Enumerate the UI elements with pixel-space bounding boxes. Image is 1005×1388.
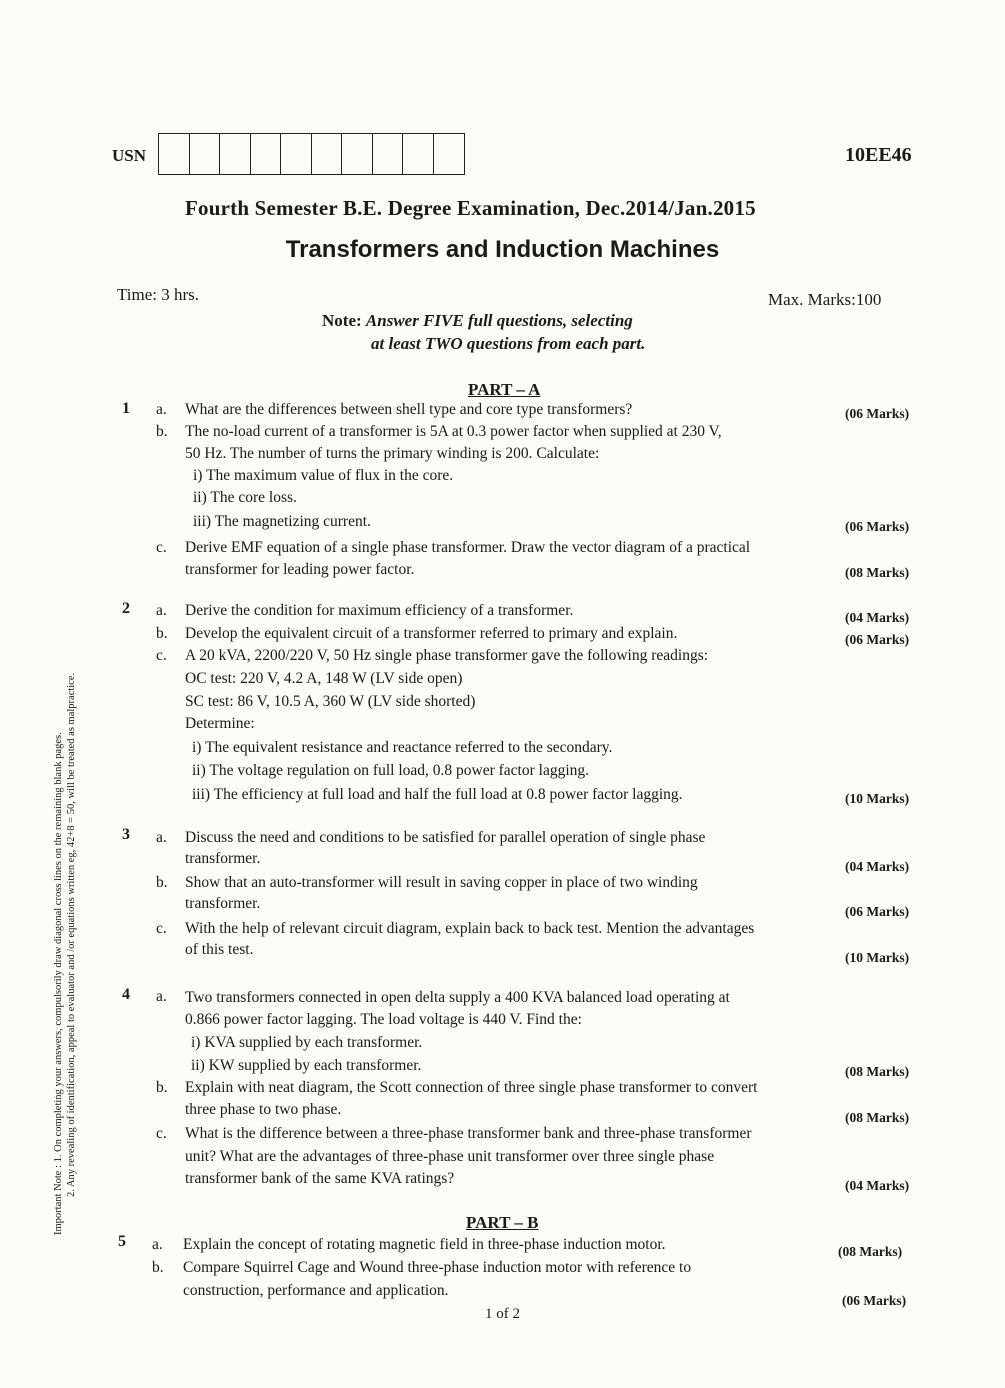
- q1a-marks: (06 Marks): [845, 406, 910, 421]
- q1a-text: What are the differences between shell type and core type transformers?: [185, 401, 633, 418]
- q2c-item-iii: iii) The efficiency at full load and half the full load at 0.8 power factor lagging.: [192, 786, 683, 803]
- q4c-text-line1: What is the difference between a three-phase transformer bank and three-phase transformer: [185, 1125, 752, 1142]
- q2a-text: Derive the condition for maximum efficiency of a transformer.: [185, 602, 574, 619]
- q4c-text-line3: transformer bank of the same KVA ratings?: [185, 1170, 455, 1187]
- exam-title: Fourth Semester B.E. Degree Examination, Dec.2014/Jan.2015: [185, 196, 756, 220]
- q1c-text-line1: Derive EMF equation of a single phase transformer. Draw the vector diagram of a practical: [185, 539, 751, 556]
- q3c-text-line1: With the help of relevant circuit diagram, explain back to back test. Mention the advantages: [185, 920, 755, 937]
- subject-code: 10EE46: [845, 144, 912, 166]
- q5a-text: Explain the concept of rotating magnetic field in three-phase induction motor.: [183, 1236, 666, 1253]
- sub-label: c.: [156, 1125, 167, 1142]
- note-text: Answer FIVE full questions, selecting: [365, 311, 633, 330]
- q4a-marks: (08 Marks): [845, 1064, 910, 1079]
- sub-label: b.: [156, 423, 168, 440]
- q3c-marks: (10 Marks): [845, 950, 910, 965]
- q4c-marks: (04 Marks): [845, 1178, 910, 1193]
- side-note-line1: Important Note : 1. On completing your answers, compulsorily draw diagonal cross lines on the remaining blank pages.: [53, 732, 64, 1235]
- max-marks: Max. Marks:100: [768, 290, 882, 309]
- q5b-text-line1: Compare Squirrel Cage and Wound three-phase induction motor with reference to: [183, 1259, 692, 1276]
- q2b-text: Develop the equivalent circuit of a transformer referred to primary and explain.: [185, 625, 678, 642]
- page-number: 1 of 2: [485, 1306, 520, 1322]
- q1b-item-iii: iii) The magnetizing current.: [193, 513, 371, 530]
- sub-label: c.: [156, 647, 167, 664]
- usn-digit-box[interactable]: [281, 134, 312, 174]
- q4a-text-line1: Two transformers connected in open delta supply a 400 KVA balanced load operating at: [185, 989, 730, 1006]
- q4a-item-i: i) KVA supplied by each transformer.: [191, 1034, 423, 1051]
- q4b-text-line2: three phase to two phase.: [185, 1101, 342, 1118]
- q1c-marks: (08 Marks): [845, 565, 910, 580]
- sub-label: c.: [156, 539, 167, 556]
- sub-label: a.: [156, 401, 167, 418]
- q2b-marks: (06 Marks): [845, 632, 910, 647]
- q1b-text-line1: The no-load current of a transformer is 5A at 0.3 power factor when supplied at 230 V,: [185, 423, 722, 440]
- part-a-label: PART – A: [468, 380, 541, 399]
- part-b-label: PART – B: [466, 1213, 539, 1232]
- usn-digit-box[interactable]: [373, 134, 404, 174]
- sub-label: a.: [156, 602, 167, 619]
- q3c-text-line2: of this test.: [185, 941, 254, 958]
- q2c-item-i: i) The equivalent resistance and reactance referred to the secondary.: [192, 739, 613, 756]
- q4c-text-line2: unit? What are the advantages of three-phase unit transformer over three single phase: [185, 1148, 715, 1165]
- instruction-note-line1: [322, 311, 633, 331]
- usn-digit-box[interactable]: [403, 134, 434, 174]
- q3a-text-line2: transformer.: [185, 850, 261, 867]
- subject-title: Transformers and Induction Machines: [285, 236, 720, 263]
- side-important-note: [52, 355, 78, 1235]
- q2c-item-ii: ii) The voltage regulation on full load, 0.8 power factor lagging.: [192, 762, 590, 779]
- q4b-text-line1: Explain with neat diagram, the Scott connection of three single phase transformer to convert: [185, 1079, 758, 1096]
- part-a-heading: [0, 380, 1005, 400]
- question-number: 4: [122, 986, 130, 1003]
- q5b-marks: (06 Marks): [842, 1293, 907, 1308]
- usn-label: USN: [112, 146, 147, 165]
- sub-label: c.: [156, 920, 167, 937]
- q3b-marks: (06 Marks): [845, 904, 910, 919]
- usn-digit-box[interactable]: [159, 134, 190, 174]
- usn-digit-box[interactable]: [220, 134, 251, 174]
- q4a-item-ii: ii) KW supplied by each transformer.: [191, 1057, 422, 1074]
- side-note-line2: 2. Any revealing of identification, appeal to evaluator and /or equations written eg, 42+8 = 50, will be treated as malpractice.: [66, 672, 77, 1197]
- time-allowed: Time: 3 hrs.: [117, 285, 200, 304]
- q1b-item-i: i) The maximum value of flux in the core.: [193, 467, 454, 484]
- sub-label: b.: [156, 1079, 168, 1096]
- q5a-marks: (08 Marks): [838, 1244, 903, 1259]
- q3b-text-line1: Show that an auto-transformer will result in saving copper in place of two winding: [185, 874, 698, 891]
- q2c-marks: (10 Marks): [845, 791, 910, 806]
- q2c-text-line1: A 20 kVA, 2200/220 V, 50 Hz single phase transformer gave the following readings:: [185, 647, 709, 664]
- q2a-marks: (04 Marks): [845, 610, 910, 625]
- usn-digit-box[interactable]: [434, 134, 465, 174]
- sub-label: a.: [152, 1236, 163, 1253]
- question-number: 1: [122, 400, 130, 417]
- usn-digit-box[interactable]: [312, 134, 343, 174]
- q4a-text-line2: 0.866 power factor lagging. The load voltage is 440 V. Find the:: [185, 1011, 582, 1028]
- usn-digit-box[interactable]: [251, 134, 282, 174]
- usn-digit-box[interactable]: [190, 134, 221, 174]
- q3a-text-line1: Discuss the need and conditions to be satisfied for parallel operation of single phase: [185, 829, 706, 846]
- sub-label: b.: [152, 1259, 164, 1276]
- usn-boxes: [158, 133, 465, 175]
- q3b-text-line2: transformer.: [185, 895, 261, 912]
- q2c-text-line2: OC test: 220 V, 4.2 A, 148 W (LV side open): [185, 670, 463, 687]
- usn-digit-box[interactable]: [342, 134, 373, 174]
- q5b-text-line2: construction, performance and application.: [183, 1282, 449, 1299]
- q2c-text-line4: Determine:: [185, 715, 255, 732]
- instruction-note-line2: at least TWO questions from each part.: [371, 334, 646, 353]
- sub-label: a.: [156, 829, 167, 846]
- q1b-marks: (06 Marks): [845, 519, 910, 534]
- question-number: 2: [122, 600, 130, 617]
- q1b-item-ii: ii) The core loss.: [193, 489, 297, 506]
- q1c-text-line2: transformer for leading power factor.: [185, 561, 415, 578]
- q1b-text-line2: 50 Hz. The number of turns the primary winding is 200. Calculate:: [185, 445, 600, 462]
- sub-label: b.: [156, 625, 168, 642]
- question-number: 3: [122, 826, 130, 843]
- question-number: 5: [118, 1233, 126, 1250]
- sub-label: b.: [156, 874, 168, 891]
- note-prefix: Note:: [322, 311, 362, 330]
- part-b-heading: [0, 1213, 1005, 1233]
- sub-label: a.: [156, 988, 167, 1005]
- q2c-text-line3: SC test: 86 V, 10.5 A, 360 W (LV side shorted): [185, 693, 476, 710]
- q4b-marks: (08 Marks): [845, 1110, 910, 1125]
- q3a-marks: (04 Marks): [845, 859, 910, 874]
